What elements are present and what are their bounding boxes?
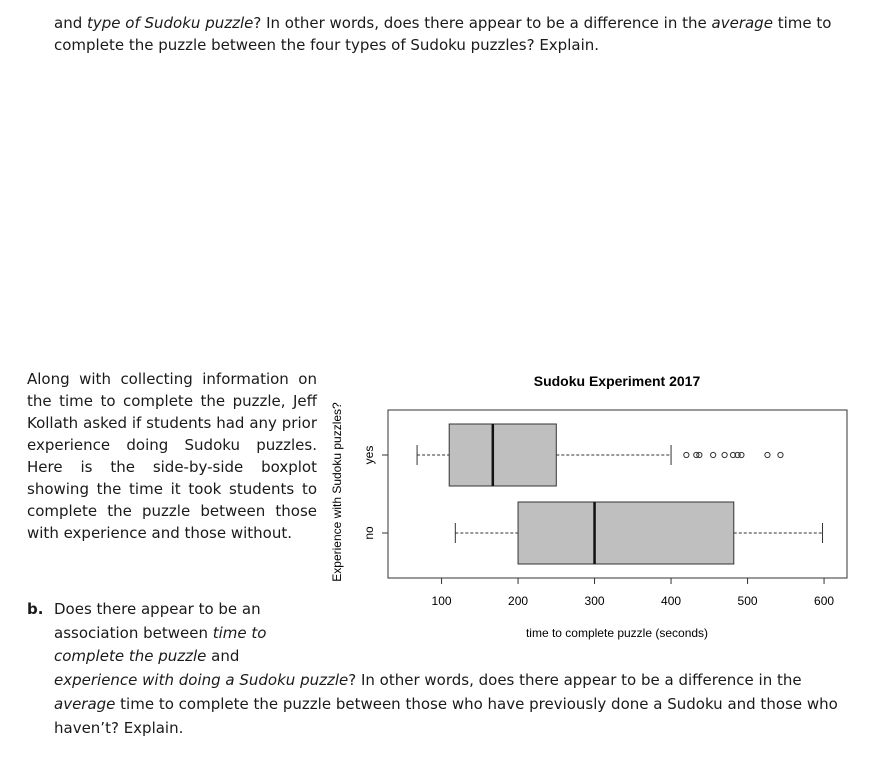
question-b-line-5: average time to complete the puzzle between those who have previously done a Sudoku and those who	[54, 695, 838, 713]
x-axis-label: time to complete puzzle (seconds)	[525, 626, 709, 640]
question-b-line-3: complete the puzzle and	[54, 647, 240, 665]
question-b-line-6: haven’t? Explain.	[54, 719, 184, 737]
x-tick-label-300: 300	[584, 594, 605, 608]
outlier-yes-4	[722, 452, 727, 457]
outlier-yes-9	[778, 452, 783, 457]
chart-title: Sudoku Experiment 2017	[533, 373, 701, 389]
outlier-yes-3	[711, 452, 716, 457]
x-tick-label-200: 200	[508, 594, 529, 608]
x-tick-label-600: 600	[814, 594, 835, 608]
box-no	[518, 502, 734, 564]
outlier-yes-0	[684, 452, 689, 457]
outlier-yes-8	[765, 452, 770, 457]
question-b-line-4: experience with doing a Sudoku puzzle? In other words, does there appear to be a difference in the	[54, 671, 802, 689]
box-yes	[449, 424, 556, 486]
question-b-label: b.	[27, 600, 44, 618]
x-tick-label-400: 400	[661, 594, 682, 608]
y-tick-label-yes: yes	[362, 445, 376, 465]
question-b-line-2: association between time to	[54, 624, 267, 642]
context-paragraph: Along with collecting information on the time to complete the puzzle, Jeff Kollath asked if students had any prior experience doing Sudoku puzzles. Here is the side-by-side boxplot showing the time it took students to complete the puzzle between those with experience and those without.	[27, 370, 317, 542]
x-tick-label-500: 500	[737, 594, 758, 608]
x-tick-label-100: 100	[431, 594, 452, 608]
question-b-line-1: Does there appear to be an	[54, 600, 261, 618]
y-tick-label-no: no	[362, 526, 376, 540]
outlier-yes-7	[739, 452, 744, 457]
intro-text: and type of Sudoku puzzle? In other words, does there appear to be a difference in the average time to complete the puzzle between the four types of Sudoku puzzles? Explain.	[54, 14, 832, 54]
y-axis-label: Experience with Sudoku puzzles?	[330, 402, 344, 582]
